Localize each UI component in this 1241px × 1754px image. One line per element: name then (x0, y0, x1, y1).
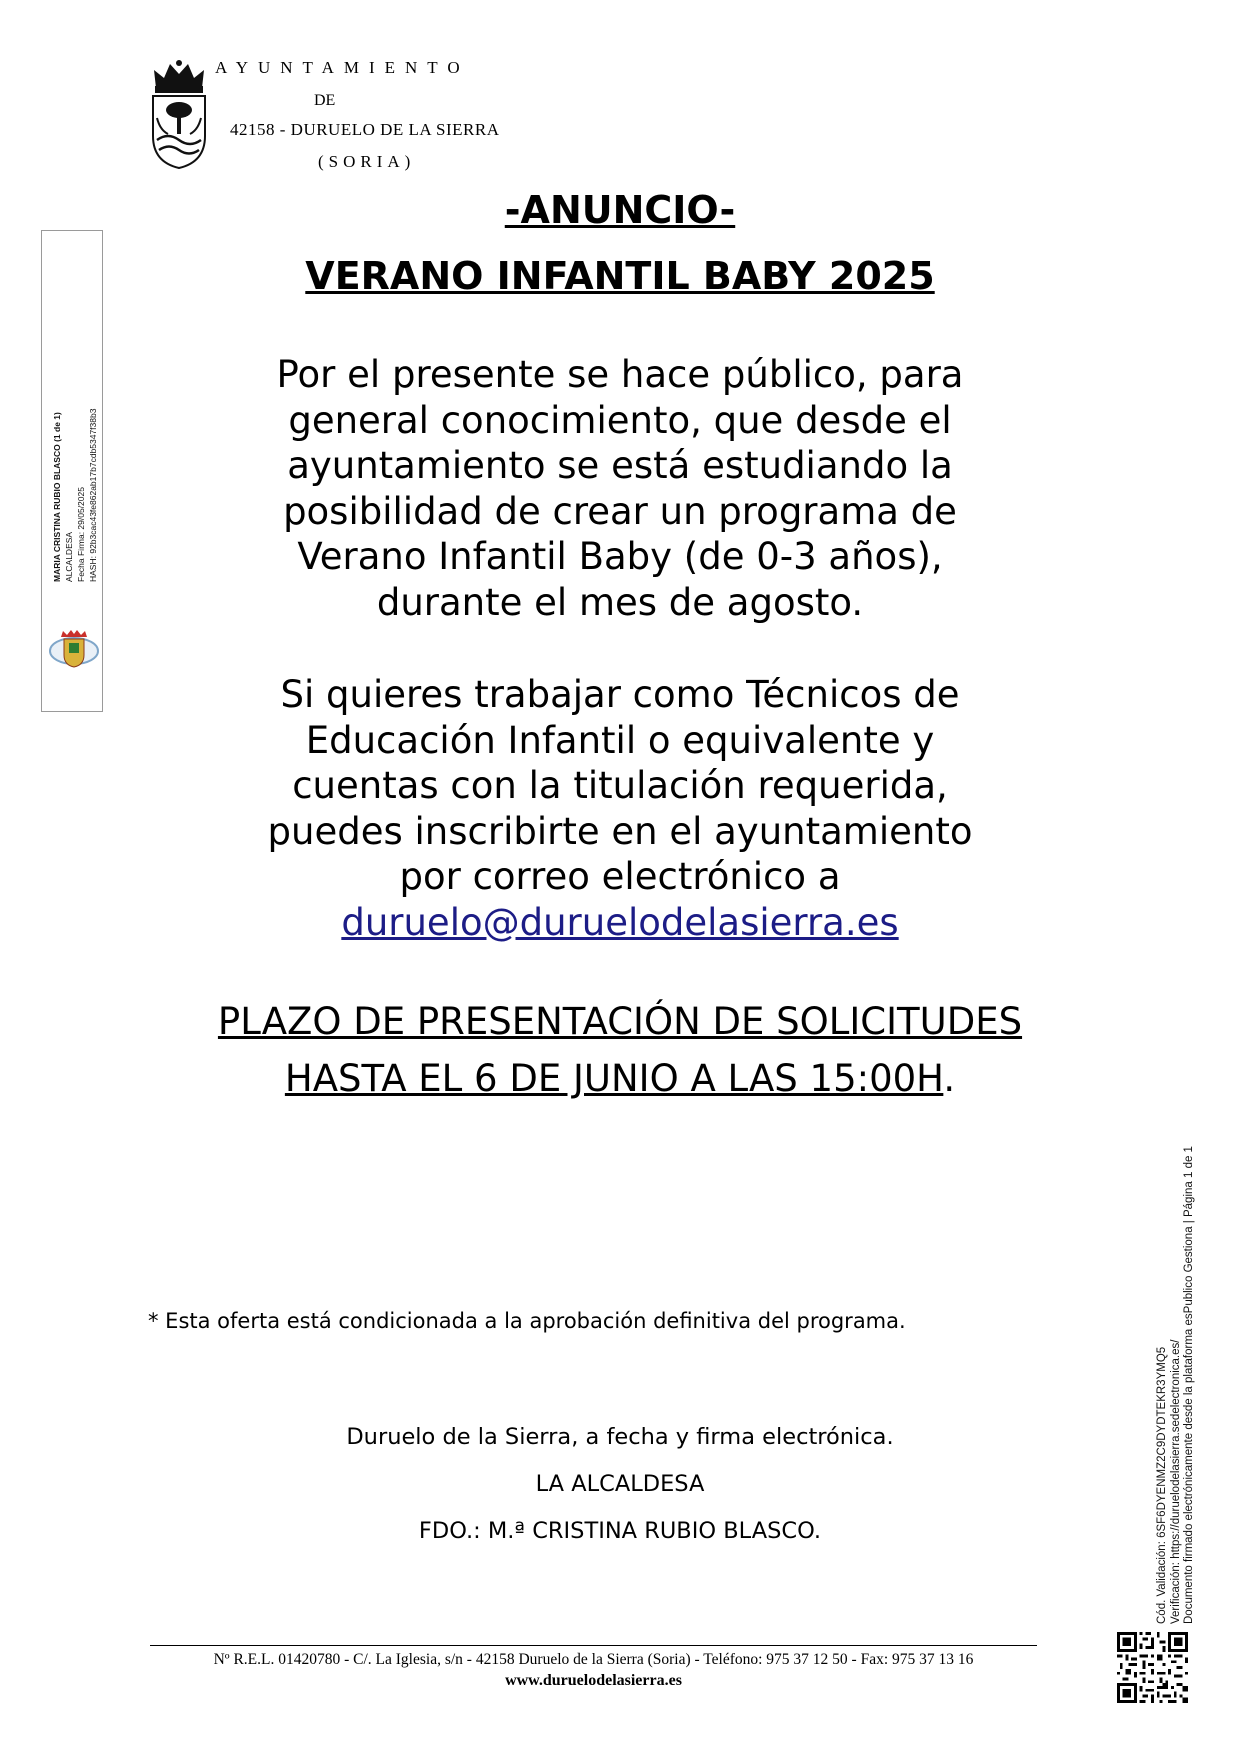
contact-email-link[interactable]: duruelo@duruelodelasierra.es (341, 900, 899, 944)
validation-text (1156, 1146, 1197, 1624)
footer-divider (150, 1645, 1037, 1646)
deadline-line-1: PLAZO DE PRESENTACIÓN DE SOLICITUDES (217, 1000, 1023, 1043)
paragraph-line: durante el mes de agosto. (376, 580, 864, 624)
signature-role: ALCALDESA (64, 531, 74, 582)
paragraph-line: Verano Infantil Baby (de 0-3 años), (297, 535, 943, 578)
paragraph-line: por correo electrónico a (399, 855, 841, 898)
validation-url[interactable]: Verificación: https://duruelodelasierra.sedelectronica.es/ (1169, 1339, 1182, 1624)
footer-address: Nº R.E.L. 01420780 - C/. La Iglesia, s/n - 42158 Duruelo de la Sierra (Soria) - Teléfono: 975 37 12 50 - Fax: 975 37 13 16 (213, 1651, 974, 1668)
conditional-offer-note: * Esta oferta está condicionada a la aprobación definitiva del programa. (148, 1309, 906, 1333)
header-province: (SORIA) (318, 152, 416, 171)
qr-code-icon[interactable] (1117, 1632, 1188, 1703)
closing-role: LA ALCALDESA (535, 1471, 705, 1497)
notice-heading: -ANUNCIO- (504, 188, 736, 232)
deadline-line-2: HASTA EL 6 DE JUNIO A LAS 15:00H (284, 1057, 944, 1100)
deadline-period: . (943, 1057, 956, 1100)
signature-date: Fecha Firma: 29/05/2025 (76, 487, 86, 582)
paragraph-line: ayuntamiento se está estudiando la (287, 444, 953, 487)
validation-code: Cód. Validación: 6SF6DYENMZ2C9DYDTEKR3YMQ5 (1156, 1346, 1168, 1624)
notice-paragraph-2 (150, 672, 1090, 945)
paragraph-line: Educación Infantil o equivalente y (305, 718, 935, 762)
header-de: DE (314, 92, 336, 109)
paragraph-line: posibilidad de crear un programa de (283, 489, 957, 533)
paragraph-line: puedes inscribirte en el ayuntamiento (267, 809, 973, 853)
signature-hash: HASH: 92b3cac43fe862ab17b7cdb5347f38b3 (88, 408, 98, 582)
application-deadline (150, 993, 1090, 1107)
signature-stamp-text (51, 409, 99, 582)
municipal-crest-logo (148, 58, 210, 170)
notice-paragraph-1 (150, 352, 1090, 625)
paragraph-line: cuentas con la titulación requerida, (292, 764, 948, 807)
paragraph-line: Por el presente se hace público, para (276, 353, 964, 396)
closing-place: Duruelo de la Sierra, a fecha y firma electrónica. (346, 1424, 894, 1450)
header-town: 42158 - DURUELO DE LA SIERRA (230, 120, 500, 139)
header-ayuntamiento: AYUNTAMIENTO (215, 58, 470, 77)
footer-website-link[interactable]: www.duruelodelasierra.es (505, 1672, 682, 1689)
paragraph-line: general conocimiento, que desde el (288, 398, 952, 442)
signature-crest-icon (47, 629, 101, 669)
validation-platform: Documento firmado electrónicamente desde la plataforma esPublico Gestiona | Página 1 de 1 (1183, 1146, 1195, 1624)
closing-signed: FDO.: M.ª CRISTINA RUBIO BLASCO. (418, 1518, 822, 1544)
signature-signer: MARIA CRISTINA RUBIO BLASCO (1 de 1) (52, 412, 62, 582)
paragraph-line: Si quieres trabajar como Técnicos de (280, 673, 960, 716)
closing-signature-block (150, 1414, 1090, 1555)
notice-title: VERANO INFANTIL BABY 2025 (305, 254, 935, 298)
notice-body (150, 186, 1090, 1107)
